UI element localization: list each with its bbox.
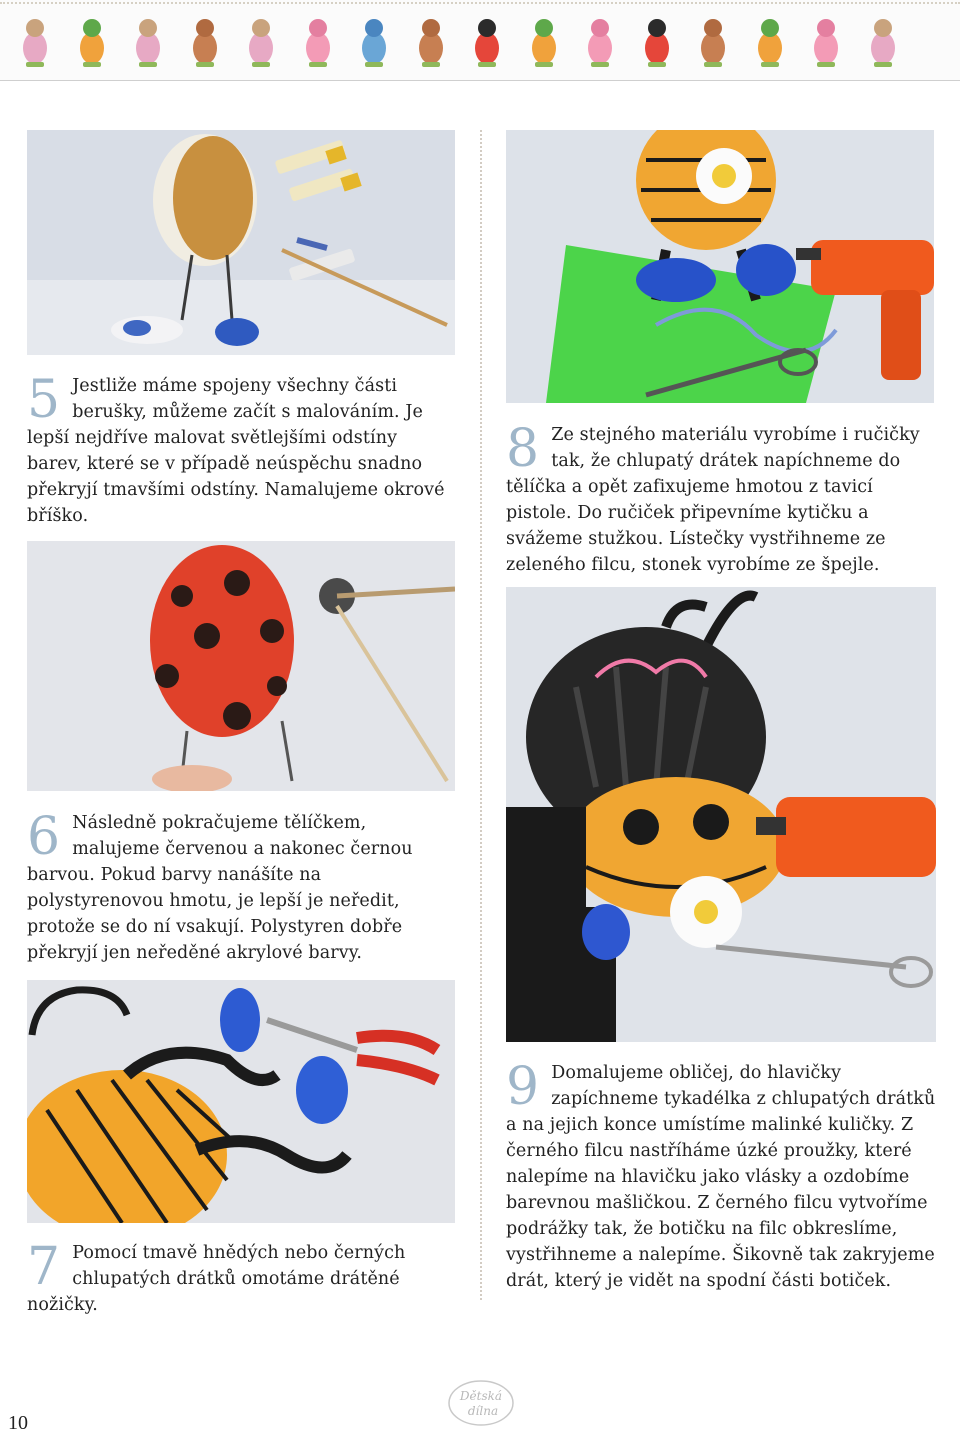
photo-step-9 (506, 587, 936, 1042)
step-6 (27, 807, 457, 966)
photo-step-8 (506, 130, 934, 403)
snail-icon (866, 14, 900, 70)
pig-icon (583, 14, 617, 70)
page-number: 10 (8, 1412, 28, 1434)
carrot-icon (753, 14, 787, 70)
column-divider (480, 130, 482, 1300)
pig-icon (301, 14, 335, 70)
photo-step-5 (27, 130, 455, 355)
step-number: 9 (506, 1057, 540, 1117)
ladybug-icon (640, 14, 674, 70)
detska-dilna-logo (445, 1378, 517, 1428)
step-text: Jestliže máme spojeny všechny části berušky, můžeme začít s malováním. Je lepší nejdříve malovat světlejšími odstíny barev, které se v případě neúspěchu snadno překryjí tmavšími odstíny. Namalujeme okrové bříško. (27, 376, 445, 526)
step-number: 5 (27, 370, 61, 430)
step-9 (506, 1057, 938, 1294)
step-7 (27, 1237, 457, 1318)
step-text: Pomocí tmavě hnědých nebo černých chlupatých drátků omotáme drátěné nožičky. (27, 1243, 406, 1315)
snail-icon (244, 14, 278, 70)
step-text: Ze stejného materiálu vyrobíme i ručičky tak, že chlupatý drátek napíchneme do tělíčka a opět zafixujeme hmotou z tavicí pistole. Do ručiček připevníme kytičku a svážeme stužkou. Lístečky vystřihneme ze zeleného filcu, stonek vyrobíme ze špejle. (506, 425, 920, 575)
bunny-icon (188, 14, 222, 70)
step-number: 8 (506, 419, 540, 479)
bunny-icon (696, 14, 730, 70)
bunny-icon (414, 14, 448, 70)
snail-icon (18, 14, 52, 70)
step-5 (27, 370, 457, 529)
snail-icon (131, 14, 165, 70)
banner-dotted-border (0, 2, 960, 10)
photo-step-7 (27, 980, 455, 1223)
pig-icon (809, 14, 843, 70)
photo-step-6 (27, 541, 455, 791)
ladybug-icon (470, 14, 504, 70)
step-8 (506, 419, 936, 578)
carrot-icon (75, 14, 109, 70)
logo-line-2: dílna (467, 1404, 499, 1418)
logo-line-1: Dětská (459, 1389, 503, 1403)
step-text: Následně pokračujeme tělíčkem, malujeme červenou a nakonec černou barvou. Pokud barvy nanášíte na polystyrenovou hmotu, je lepší je neředit, protože se do ní vsakují. Polystyren dobře překryjí jen neředěné akrylové barvy. (27, 813, 413, 963)
decorative-banner (0, 0, 960, 81)
step-text: Domalujeme obličej, do hlavičky zapíchneme tykadélka z chlupatých drátků a na jejich konce umístíme malinké kuličky. Z černého filcu nastříháme úzké proužky, které nalepíme na hlavičku jako vlásky a ozdobíme barevnou mašličkou. Z černého filcu vytvoříme podrážky tak, že botičku na filc obkreslíme, vystřihneme a nalepíme. Šikovně tak zakryjeme drát, který je vidět na spodní části botiček. (506, 1063, 936, 1291)
butterfly-icon (357, 14, 391, 70)
step-number: 6 (27, 807, 61, 867)
step-number: 7 (27, 1237, 61, 1297)
carrot-icon (527, 14, 561, 70)
